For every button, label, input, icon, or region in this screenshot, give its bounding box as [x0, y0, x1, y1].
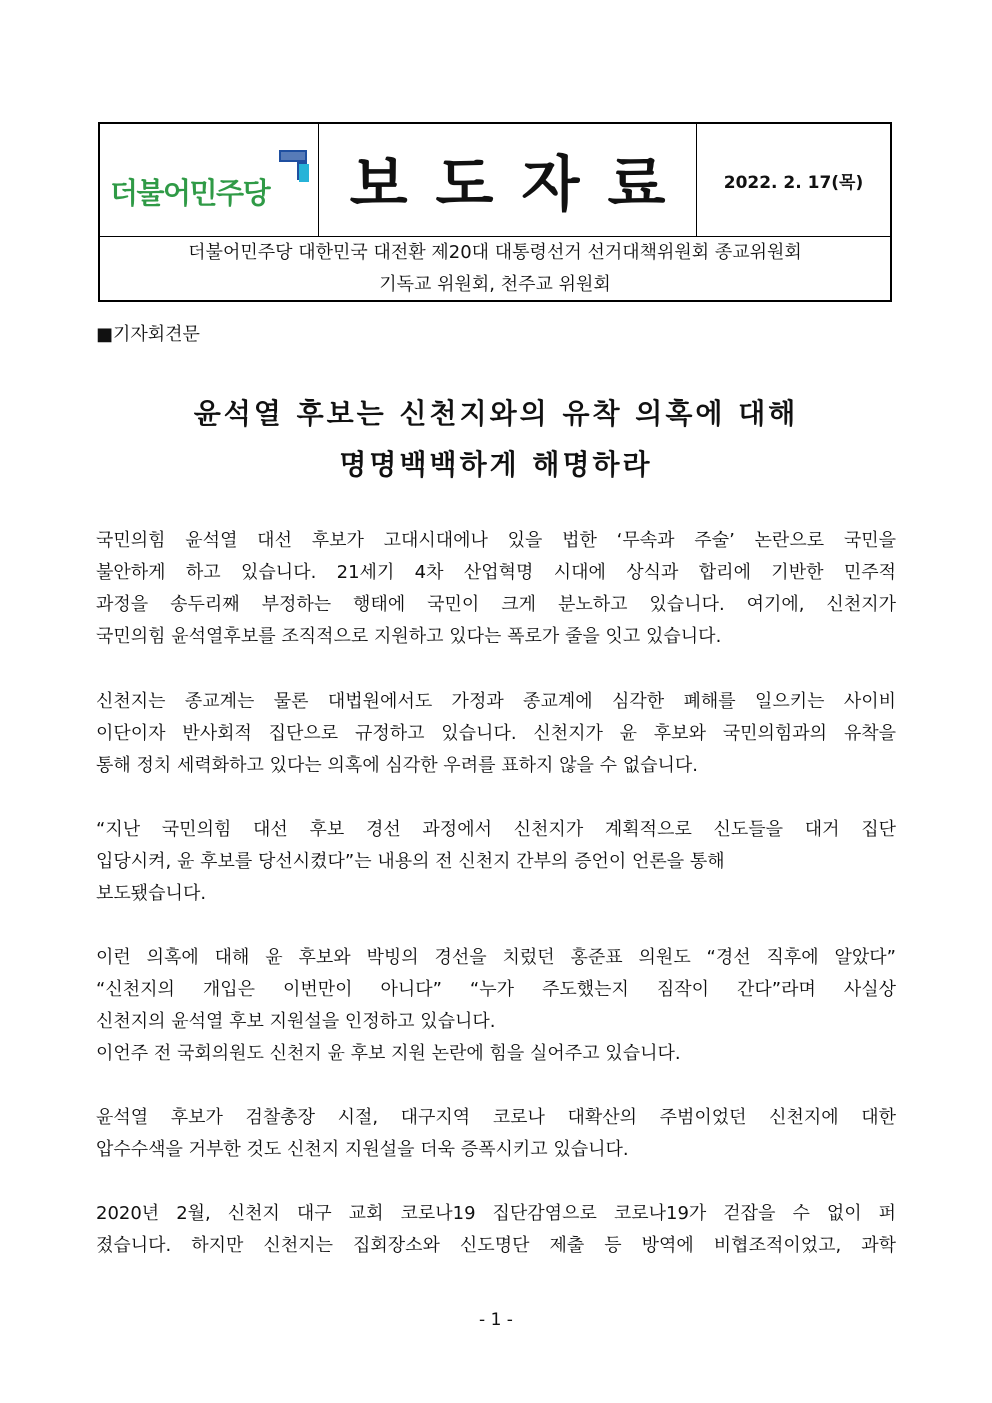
paragraph-line: 과정을 송두리째 부정하는 행태에 국민이 크게 분노하고 있습니다. 여기에, 신천지가: [96, 594, 896, 615]
paragraph-5: [96, 1102, 896, 1166]
paragraph-line: “신천지의 개입은 이번만이 아니다” “누가 주도했는지 짐작이 간다”라며 사실상: [96, 979, 896, 1000]
paragraph-line: 신천지는 종교계는 물론 대법원에서도 가정과 종교계에 심각한 폐해를 일으키는 사이비: [96, 691, 896, 712]
party-logo-icon: [277, 148, 311, 184]
paragraph-2: [96, 686, 896, 782]
paragraph-1: [96, 525, 896, 653]
press-release-title-cell: [319, 124, 697, 236]
paragraph-line: 이언주 전 국회의원도 신천지 윤 후보 지원 논란에 힘을 실어주고 있습니다.: [96, 1043, 681, 1064]
release-date: 2022. 2. 17(목): [723, 172, 864, 193]
issuing-organization: [100, 237, 890, 300]
organization-line-1: 더불어민주당 대한민국 대전환 제20대 대통령선거 선거대책위원회 종교위원회: [188, 241, 802, 263]
paragraph-line: 보도됐습니다.: [96, 883, 207, 904]
paragraph-line: 입당시켜, 윤 후보를 당선시켰다”는 내용의 전 신천지 간부의 증언이 언론을 통해: [96, 851, 725, 872]
organization-line-2: 기독교 위원회, 천주교 위원회: [379, 273, 611, 295]
paragraph-3: [96, 814, 896, 910]
paragraph-line: 이단이자 반사회적 집단으로 규정하고 있습니다. 신천지가 윤 후보와 국민의힘과의 유착을: [96, 723, 896, 744]
paragraph-4: [96, 942, 896, 1070]
header-top-row: [100, 124, 890, 237]
paragraph-line: 국민의힘 윤석열 대선 후보가 고대시대에나 있을 법한 ‘무속과 주술’ 논란으로 국민을: [96, 530, 896, 551]
paragraph-line: 압수수색을 거부한 것도 신천지 지원설을 더욱 증폭시키고 있습니다.: [96, 1139, 629, 1160]
page-number: - 1 -: [479, 1310, 513, 1330]
paragraph-line: 2020년 2월, 신천지 대구 교회 코로나19 집단감염으로 코로나19가 걷잡을 수 없이 퍼: [96, 1203, 896, 1224]
paragraph-line: 불안하게 하고 있습니다. 21세기 4차 산업혁명 시대에 상식과 합리에 기반한 민주적: [96, 562, 896, 583]
party-logo-cell: [100, 124, 319, 236]
paragraph-line: 윤석열 후보가 검찰총장 시절, 대구지역 코로나 대확산의 주범이었던 신천지에 대한: [96, 1107, 896, 1128]
paragraph-line: 통해 정치 세력화하고 있다는 의혹에 심각한 우려를 표하지 않을 수 없습니다.: [96, 755, 698, 776]
paragraph-6: [96, 1198, 896, 1262]
date-cell: [697, 124, 890, 236]
press-release-title: 보도자료: [349, 150, 694, 220]
headline-line-2: 명명백백하게 해명하라: [339, 448, 653, 481]
paragraph-line: 이런 의혹에 대해 윤 후보와 박빙의 경선을 치렀던 홍준표 의원도 “경선 직후에 알았다”: [96, 947, 896, 968]
paragraph-line: 신천지의 윤석열 후보 지원설을 인정하고 있습니다.: [96, 1011, 496, 1032]
paragraph-line: 국민의힘 윤석열후보를 조직적으로 지원하고 있다는 폭로가 줄을 잇고 있습니다.: [96, 626, 722, 647]
press-header-table: [98, 122, 892, 302]
paragraph-line: “지난 국민의힘 대선 후보 경선 과정에서 신천지가 계획적으로 신도들을 대거 집단: [96, 819, 896, 840]
headline-line-1: 윤석열 후보는 신천지와의 유착 의혹에 대해: [193, 397, 799, 430]
paragraph-line: 졌습니다. 하지만 신천지는 집회장소와 신도명단 제출 등 방역에 비협조적이었고, 과학: [96, 1235, 896, 1256]
party-logo-text: 더불어민주당: [110, 176, 270, 210]
section-label: ■기자회견문: [96, 324, 200, 345]
